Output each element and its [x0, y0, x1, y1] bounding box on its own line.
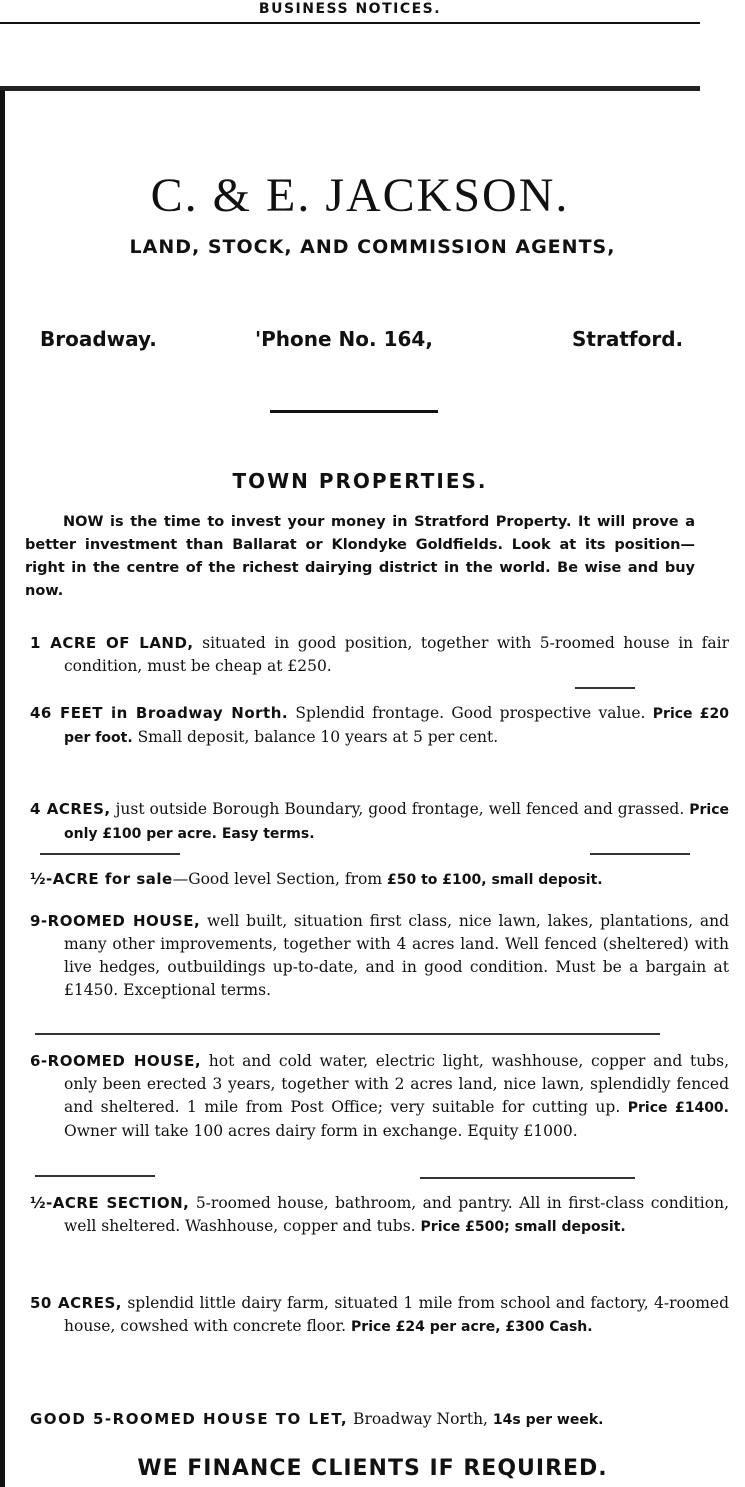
- firm-subtitle: LAND, STOCK, AND COMMISSION AGENTS,: [129, 236, 616, 258]
- listing-lead: ½-ACRE for sale: [30, 870, 173, 888]
- listing-lead: 50 ACRES,: [30, 1294, 122, 1312]
- listing-4-acres: [30, 798, 729, 846]
- separator: [40, 853, 180, 855]
- listing-text: Small deposit, balance 10 years at 5 per cent.: [132, 728, 499, 746]
- advert-left-border: [0, 90, 5, 1487]
- separator: [35, 1175, 155, 1177]
- listing-text: well built, situation first class, nice lawn, lakes, plantations, and many other improvements, together with 4 acres land. Well fenced (sheltered) with live hedges, outbuildings up-to-date, and in good condition. Must be a bargain at £1450. Exceptional terms.: [64, 912, 730, 999]
- listing-text: —Good level Section, from: [172, 870, 387, 888]
- listing-text: Broadway North,: [348, 1410, 493, 1428]
- separator: [420, 1177, 635, 1179]
- page-header: BUSINESS NOTICES.: [258, 1, 442, 17]
- divider-rule: [270, 410, 438, 413]
- listing-lead: 6-ROOMED HOUSE,: [30, 1052, 202, 1070]
- listing-price: 14s per week.: [492, 1412, 604, 1428]
- listing-price: Price £20 per foot.: [64, 706, 730, 746]
- section-title: TOWN PROPERTIES.: [232, 469, 488, 493]
- separator: [575, 687, 635, 689]
- listing-price: Price only £100 per acre. Easy terms.: [64, 802, 729, 842]
- listing-house-to-let: [30, 1408, 729, 1432]
- separator: [590, 853, 690, 855]
- firm-name: C. & E. JACKSON.: [150, 169, 570, 222]
- listing-text: just outside Borough Boundary, good frontage, well fenced and grassed.: [110, 800, 690, 818]
- listing-price: £50 to £100, small deposit.: [387, 872, 603, 888]
- listing-price: Price £1400.: [627, 1100, 729, 1116]
- listing-9-roomed-house: [30, 910, 729, 1002]
- listing-text: situated in good position, together with 5-roomed house in fair condition, must be cheap at £250.: [64, 634, 730, 675]
- address-stratford: Stratford.: [572, 327, 684, 351]
- listing-text: Splendid frontage. Good prospective value.: [288, 704, 653, 722]
- listing-lead: 46 FEET in Broadway North.: [30, 704, 289, 722]
- listing-6-roomed-house: [30, 1050, 729, 1143]
- listing-46-feet: [30, 702, 729, 750]
- listing-50-acres: [30, 1292, 729, 1339]
- listing-text: splendid little dairy farm, situated 1 mile from school and factory, 4-roomed house, cowshed with concrete floor.: [64, 1294, 729, 1335]
- phone-number: 'Phone No. 164,: [255, 327, 433, 351]
- listing-lead: 4 ACRES,: [30, 800, 111, 818]
- listing-half-acre-section: [30, 1192, 729, 1239]
- listing-lead: ½-ACRE SECTION,: [30, 1194, 190, 1212]
- listing-lead: 9-ROOMED HOUSE,: [30, 912, 201, 930]
- footer-tagline: WE FINANCE CLIENTS IF REQUIRED.: [137, 1456, 608, 1481]
- header-rule: [0, 22, 700, 24]
- listing-text: Owner will take 100 acres dairy form in exchange. Equity £1000.: [64, 1122, 578, 1140]
- advert-top-border: [0, 86, 700, 91]
- listing-1-acre: [30, 632, 729, 678]
- listing-text: hot and cold water, electric light, washhouse, copper and tubs, only been erected 3 years, together with 2 acres land, nice lawn, splendidly fenced and sheltered. 1 mile from Post Office; very suitable for cutting up.: [64, 1052, 730, 1116]
- separator: [35, 1033, 660, 1035]
- listing-price: Price £500; small deposit.: [420, 1219, 626, 1235]
- section-intro: NOW is the time to invest your money in Stratford Property. It will prove a better investment than Ballarat or Klondyke Goldfields. Look at its position—right in the centre of the richest dairying district in the world. Be wise and buy now.: [25, 514, 695, 599]
- listing-price: Price £24 per acre, £300 Cash.: [351, 1319, 593, 1335]
- listing-half-acre: [30, 868, 729, 892]
- listing-text: 5-roomed house, bathroom, and pantry. All in first-class condition, well sheltered. Washhouse, copper and tubs.: [64, 1194, 729, 1235]
- listing-lead: 1 ACRE OF LAND,: [30, 634, 194, 652]
- address-broadway: Broadway.: [40, 327, 157, 351]
- listing-lead: GOOD 5-ROOMED HOUSE TO LET,: [30, 1410, 349, 1428]
